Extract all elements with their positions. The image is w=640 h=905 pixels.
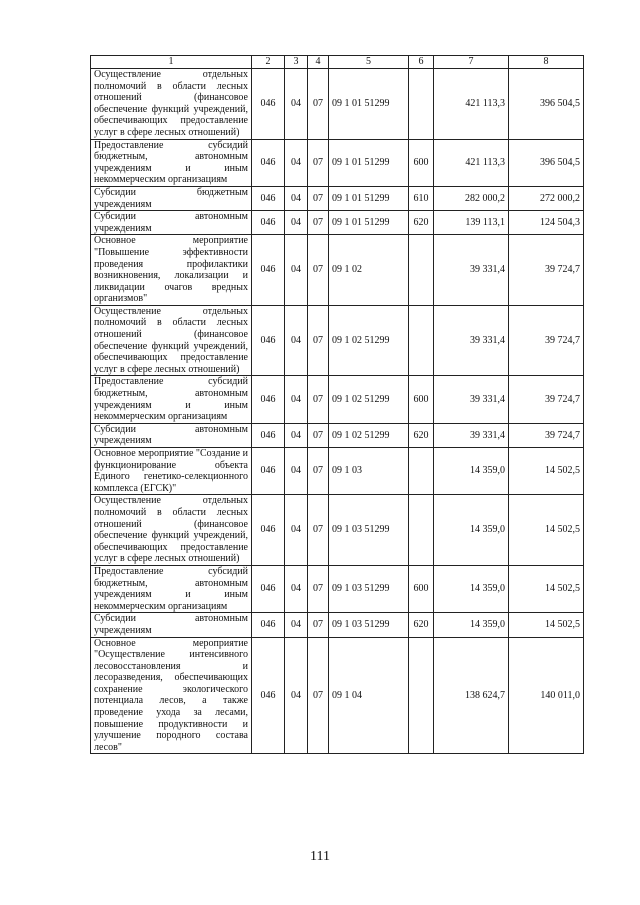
admin-code-cell: 046 (252, 69, 285, 140)
admin-code-cell: 046 (252, 565, 285, 612)
table-row (91, 139, 584, 186)
table-row (91, 235, 584, 306)
amount-year-2-cell: 14 502,5 (509, 448, 584, 495)
row-name-cell: Субсидии автономным учреждениям (91, 211, 252, 235)
row-name-cell: Основное мероприятие "Создание и функционирование объекта Единого генетико-селекционного комплекса (ЕГСК)" (91, 448, 252, 495)
section-cell: 04 (285, 69, 308, 140)
amount-year-1-cell: 421 113,3 (434, 139, 509, 186)
table-row (91, 305, 584, 376)
expense-type-cell (409, 495, 434, 566)
amount-year-2-cell: 14 502,5 (509, 613, 584, 637)
expense-type-cell (409, 448, 434, 495)
table-row (91, 613, 584, 637)
section-cell: 04 (285, 637, 308, 754)
amount-year-1-cell: 39 331,4 (434, 235, 509, 306)
target-article-cell: 09 1 03 51299 (329, 495, 409, 566)
target-article-cell: 09 1 04 (329, 637, 409, 754)
admin-code-cell: 046 (252, 186, 285, 210)
expense-type-cell: 600 (409, 376, 434, 423)
row-name-cell: Основное мероприятие "Осуществление интенсивного лесовосстановления и лесоразведения, обеспечивающих сохранение экологического потенциала лесов, а также проведение ухода за лесами, повышение продуктивности и улучшение породного состава лесов" (91, 637, 252, 754)
page-number: 111 (310, 849, 330, 864)
amount-year-2-cell: 39 724,7 (509, 235, 584, 306)
admin-code-cell: 046 (252, 139, 285, 186)
expense-type-cell (409, 637, 434, 754)
amount-year-2-cell: 272 000,2 (509, 186, 584, 210)
expense-type-cell: 610 (409, 186, 434, 210)
target-article-cell: 09 1 02 51299 (329, 305, 409, 376)
row-name-cell: Предоставление субсидий бюджетным, автономным учреждениям и иным некоммерческим организациям (91, 376, 252, 423)
amount-year-2-cell: 39 724,7 (509, 376, 584, 423)
admin-code-cell: 046 (252, 235, 285, 306)
expense-type-cell: 600 (409, 139, 434, 186)
header-col-6: 6 (409, 56, 434, 69)
amount-year-1-cell: 138 624,7 (434, 637, 509, 754)
amount-year-1-cell: 139 113,1 (434, 211, 509, 235)
target-article-cell: 09 1 03 (329, 448, 409, 495)
subsection-cell: 07 (308, 448, 329, 495)
target-article-cell: 09 1 02 51299 (329, 376, 409, 423)
row-name-cell: Предоставление субсидий бюджетным, автономным учреждениям и иным некоммерческим организациям (91, 565, 252, 612)
section-cell: 04 (285, 305, 308, 376)
expense-type-cell: 620 (409, 211, 434, 235)
target-article-cell: 09 1 02 51299 (329, 423, 409, 447)
subsection-cell: 07 (308, 235, 329, 306)
subsection-cell: 07 (308, 211, 329, 235)
section-cell: 04 (285, 565, 308, 612)
table-row (91, 376, 584, 423)
admin-code-cell: 046 (252, 613, 285, 637)
subsection-cell: 07 (308, 613, 329, 637)
header-col-4: 4 (308, 56, 329, 69)
section-cell: 04 (285, 139, 308, 186)
subsection-cell: 07 (308, 69, 329, 140)
table-row (91, 565, 584, 612)
amount-year-1-cell: 39 331,4 (434, 423, 509, 447)
admin-code-cell: 046 (252, 448, 285, 495)
amount-year-1-cell: 39 331,4 (434, 376, 509, 423)
amount-year-2-cell: 140 011,0 (509, 637, 584, 754)
amount-year-1-cell: 282 000,2 (434, 186, 509, 210)
admin-code-cell: 046 (252, 423, 285, 447)
section-cell: 04 (285, 211, 308, 235)
section-cell: 04 (285, 186, 308, 210)
target-article-cell: 09 1 02 (329, 235, 409, 306)
subsection-cell: 07 (308, 565, 329, 612)
row-name-cell: Субсидии автономным учреждениям (91, 613, 252, 637)
header-col-8: 8 (509, 56, 584, 69)
expense-type-cell (409, 235, 434, 306)
row-name-cell: Осуществление отдельных полномочий в области лесных отношений (финансовое обеспечение функций учреждений, обеспечивающих предоставление услуг в сфере лесных отношений) (91, 305, 252, 376)
header-col-5: 5 (329, 56, 409, 69)
table-row (91, 637, 584, 754)
table-row (91, 69, 584, 140)
expense-type-cell: 600 (409, 565, 434, 612)
target-article-cell: 09 1 01 51299 (329, 211, 409, 235)
expense-type-cell: 620 (409, 423, 434, 447)
section-cell: 04 (285, 448, 308, 495)
row-name-cell: Осуществление отдельных полномочий в области лесных отношений (финансовое обеспечение функций учреждений, обеспечивающих предоставление услуг в сфере лесных отношений) (91, 69, 252, 140)
amount-year-2-cell: 396 504,5 (509, 69, 584, 140)
header-col-2: 2 (252, 56, 285, 69)
row-name-cell: Предоставление субсидий бюджетным, автономным учреждениям и иным некоммерческим организациям (91, 139, 252, 186)
expense-type-cell (409, 69, 434, 140)
header-col-3: 3 (285, 56, 308, 69)
table-row (91, 495, 584, 566)
amount-year-1-cell: 14 359,0 (434, 448, 509, 495)
subsection-cell: 07 (308, 423, 329, 447)
subsection-cell: 07 (308, 376, 329, 423)
admin-code-cell: 046 (252, 495, 285, 566)
section-cell: 04 (285, 495, 308, 566)
target-article-cell: 09 1 01 51299 (329, 69, 409, 140)
amount-year-2-cell: 14 502,5 (509, 565, 584, 612)
amount-year-1-cell: 14 359,0 (434, 565, 509, 612)
admin-code-cell: 046 (252, 211, 285, 235)
subsection-cell: 07 (308, 495, 329, 566)
table-row (91, 211, 584, 235)
target-article-cell: 09 1 01 51299 (329, 139, 409, 186)
header-row (91, 56, 584, 69)
target-article-cell: 09 1 03 51299 (329, 565, 409, 612)
amount-year-1-cell: 14 359,0 (434, 613, 509, 637)
admin-code-cell: 046 (252, 637, 285, 754)
target-article-cell: 09 1 03 51299 (329, 613, 409, 637)
amount-year-1-cell: 421 113,3 (434, 69, 509, 140)
row-name-cell: Субсидии автономным учреждениям (91, 423, 252, 447)
amount-year-1-cell: 14 359,0 (434, 495, 509, 566)
amount-year-2-cell: 396 504,5 (509, 139, 584, 186)
admin-code-cell: 046 (252, 376, 285, 423)
header-col-7: 7 (434, 56, 509, 69)
section-cell: 04 (285, 613, 308, 637)
amount-year-2-cell: 39 724,7 (509, 423, 584, 447)
subsection-cell: 07 (308, 637, 329, 754)
budget-table (90, 55, 584, 754)
row-name-cell: Субсидии бюджетным учреждениям (91, 186, 252, 210)
header-col-1: 1 (91, 56, 252, 69)
table-body (91, 69, 584, 754)
subsection-cell: 07 (308, 305, 329, 376)
table-row (91, 448, 584, 495)
row-name-cell: Основное мероприятие "Повышение эффективности проведения профилактики возникновения, локализации и ликвидации очагов вредных организмов" (91, 235, 252, 306)
amount-year-2-cell: 39 724,7 (509, 305, 584, 376)
section-cell: 04 (285, 376, 308, 423)
expense-type-cell: 620 (409, 613, 434, 637)
admin-code-cell: 046 (252, 305, 285, 376)
target-article-cell: 09 1 01 51299 (329, 186, 409, 210)
amount-year-1-cell: 39 331,4 (434, 305, 509, 376)
amount-year-2-cell: 14 502,5 (509, 495, 584, 566)
expense-type-cell (409, 305, 434, 376)
section-cell: 04 (285, 423, 308, 447)
subsection-cell: 07 (308, 139, 329, 186)
section-cell: 04 (285, 235, 308, 306)
table-row (91, 186, 584, 210)
amount-year-2-cell: 124 504,3 (509, 211, 584, 235)
table-row (91, 423, 584, 447)
row-name-cell: Осуществление отдельных полномочий в области лесных отношений (финансовое обеспечение функций учреждений, обеспечивающих предоставление услуг в сфере лесных отношений) (91, 495, 252, 566)
subsection-cell: 07 (308, 186, 329, 210)
